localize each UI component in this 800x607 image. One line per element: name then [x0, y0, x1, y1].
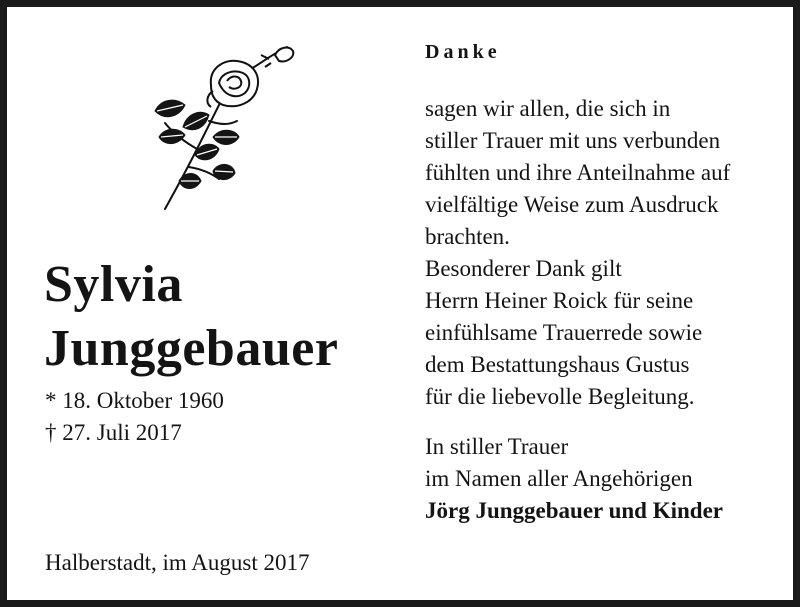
rose-icon [153, 41, 301, 213]
deceased-last-name: Junggebauer [44, 320, 339, 377]
closing-block [425, 431, 785, 527]
signers: Jörg Junggebauer und Kinder [425, 498, 723, 523]
thanks-body [425, 93, 785, 413]
body-line: stiller Trauer mit uns verbunden [425, 128, 721, 153]
body-line: fühlten und ihre Anteilnahme auf [425, 160, 731, 185]
place-date: Halberstadt, im August 2017 [45, 550, 310, 575]
body-line: dem Bestattungshaus Gustus [425, 352, 690, 377]
body-line: Herrn Heiner Roick für seine [425, 288, 694, 313]
body-line: Besonderer Dank gilt [425, 256, 622, 281]
thanks-heading: Danke [425, 41, 501, 63]
closing-line: In stiller Trauer [425, 434, 569, 459]
body-line: für die liebevolle Begleitung. [425, 384, 695, 409]
death-date: † 27. Juli 2017 [45, 420, 182, 445]
body-line: vielfältige Weise zum Ausdruck [425, 192, 719, 217]
body-line: einfühlsame Trauerrede sowie [425, 320, 703, 345]
birth-date: * 18. Oktober 1960 [45, 388, 224, 413]
body-line: sagen wir allen, die sich in [425, 96, 671, 121]
body-line: brachten. [425, 224, 510, 249]
deceased-first-name: Sylvia [44, 256, 183, 313]
closing-line: im Namen aller Angehörigen [425, 466, 693, 491]
